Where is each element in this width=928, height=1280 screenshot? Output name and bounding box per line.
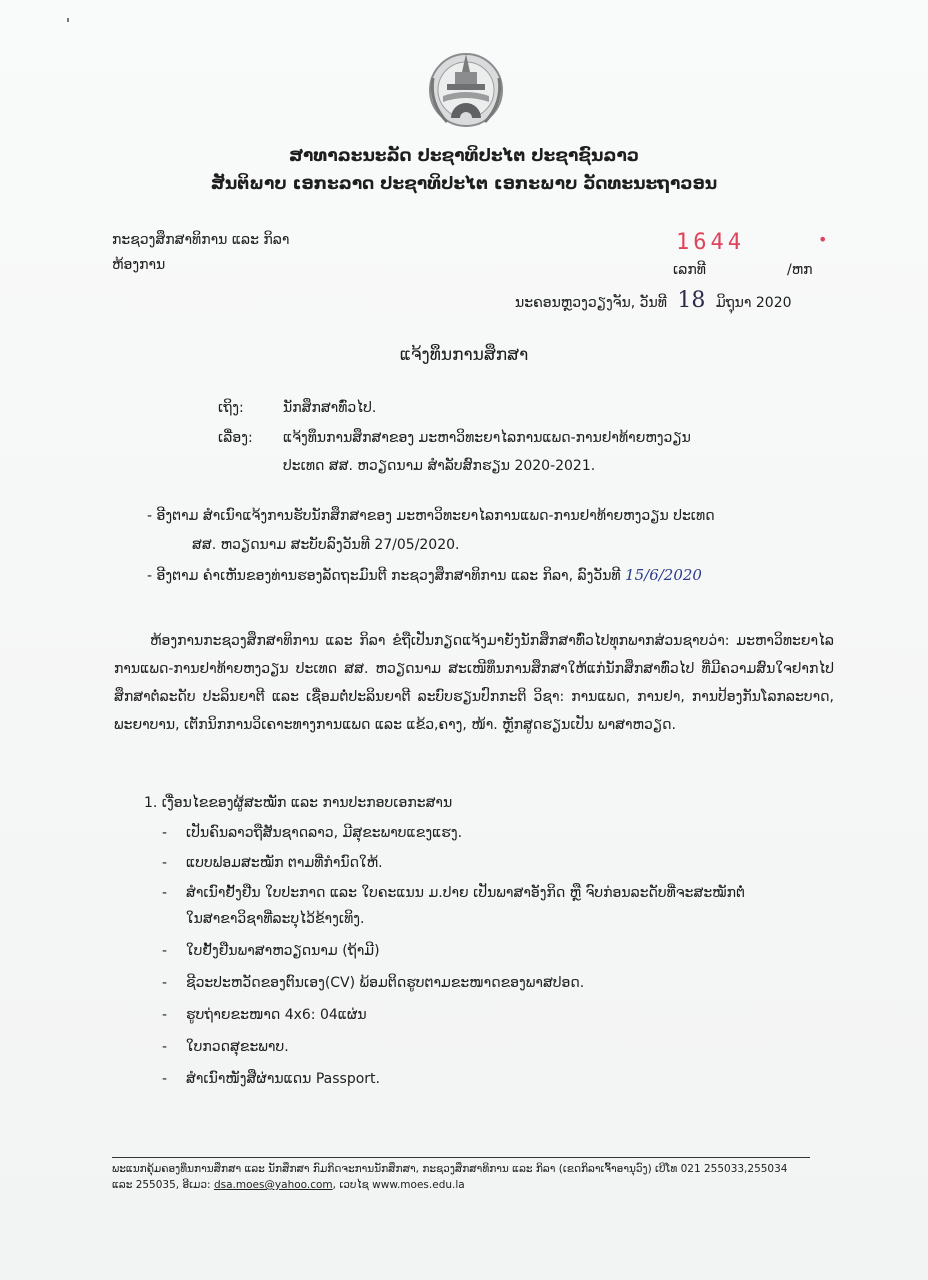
subject-line-1: ແຈ້ງທຶນການສຶກສາຂອງ ມະຫາວິທະຍາໄລການແພດ-ການຢາທ້າຍຫງວຽນ	[283, 430, 691, 446]
stamp-mark: •	[818, 230, 828, 249]
document-title: ແຈ້ງທຶນການສຶກສາ	[399, 345, 529, 365]
footer-divider	[112, 1157, 810, 1158]
requirement-text: ເປັນຄົນລາວຖືສັນຊາດລາວ, ມີສຸຂະພາບແຂງແຮງ.	[186, 825, 463, 841]
handwritten-day: 18	[677, 288, 706, 313]
section-1-heading: 1. ເງື່ອນໄຂຂອງຜູ້ສະໝັກ ແລະ ການປະກອບເອກະສານ	[144, 795, 453, 811]
reference-1-line-1: - ອີງຕາມ ສຳເນົາແຈ້ງການຮັບນັກສຶກສາຂອງ ມະຫາວິທະຍາໄລການແພດ-ການຢາທ້າຍຫງວຽນ ປະເທດ	[147, 508, 715, 524]
subject-label: ເລື່ອງ:	[218, 430, 253, 446]
requirement-item: - ຮູບຖ່າຍຂະໜາດ 4x6: 04ແຜ່ນ	[162, 1007, 367, 1023]
footer-contact-line-1: ພະແນກຄຸ້ມຄອງທຶນການສຶກສາ ແລະ ນັກສຶກສາ ກົມກິດຈະການນັກສຶກສາ, ກະຊວງສຶກສາທິການ ແລະ ກິລາ (ເຂດກິລາເຈົ້າອານຸວົງ) ເບີໂທ 021 255033,255034	[112, 1163, 788, 1175]
footer-line-2-prefix: ແລະ 255035, ອີເມວ:	[112, 1179, 211, 1191]
body-paragraph: ຫ້ອງການກະຊວງສຶກສາທິການ ແລະ ກິລາ ຂໍຖືເປັນກຽດແຈ້ງມາຍັງນັກສຶກສາທົ່ວໄປທຸກພາກສ່ວນຊາບວ່າ: ມະຫາວິທະຍາໄລການແພດ-ການຢາທ້າຍຫງວຽນ ປະເທດ ສສ. ຫວຽດນາມ ສະເໜີທຶນການສຶກສາໃຫ້ແກ່ນັກສຶກສາທົ່ວໄປ ທີ່ມີຄວາມສົນໃຈຢາກໄປສຶກສາຕໍ່ລະດັບ ປະລິນຍາຕີ ແລະ ເຊື່ອມຕໍ່ປະລິນຍາຕີ ລະບົບຮຽນປົກກະຕິ ວິຊາ: ການແພດ, ການຢາ, ການປ້ອງກັນໂລກລະບາດ, ພະຍາບານ, ເຕັກນິກການວິເຄາະທາງການແພດ ແລະ ແຂ້ວ,ຄາງ, ໜ້າ. ຫຼັກສູດຮຽນເປັນ ພາສາຫວຽດ.	[114, 633, 834, 733]
requirement-text: ແບບຟອມສະໝັກ ຕາມທີ່ກຳນົດໃຫ້.	[186, 855, 383, 871]
reference-2-text: - ອີງຕາມ ຄຳເຫັນຂອງທ່ານຮອງລັດຖະມົນຕີ ກະຊວງສຶກສາທິການ ແລະ ກິລາ, ລົງວັນທີ	[147, 568, 621, 584]
requirement-item: - ຊີວະປະຫວັດຂອງຕົນເອງ(CV) ພ້ອມຕິດຮູບຕາມຂະໜາດຂອງພາສປອດ.	[162, 975, 585, 991]
to-label: ເຖິງ:	[218, 400, 244, 416]
national-motto: ສັນຕິພາບ ເອກະລາດ ປະຊາທິປະໄຕ ເອກະພາບ ວັດທະນະຖາວອນ	[210, 174, 718, 194]
requirement-item: - ສຳເນົາຢັ້ງຢືນ ໃບປະກາດ ແລະ ໃບຄະແນນ ມ.ປາຍ ເປັນພາສາອັງກິດ ຫຼື ຈົບກ່ອນລະດັບທີ່ຈະສະໝັກຕໍ່	[162, 885, 745, 901]
country-name-heading: ສາທາລະນະລັດ ປະຊາທິປະໄຕ ປະຊາຊົນລາວ	[289, 146, 639, 166]
requirement-item: - ໃບຢັ້ງຢືນພາສາຫວຽດນາມ (ຖ້າມີ)	[162, 943, 380, 959]
website-link[interactable]: www.moes.edu.la	[372, 1179, 465, 1191]
requirement-text: ຊີວະປະຫວັດຂອງຕົນເອງ(CV) ພ້ອມຕິດຮູບຕາມຂະໜາດຂອງພາສປອດ.	[186, 975, 585, 991]
subject-line-2: ປະເທດ ສສ. ຫວຽດນາມ ສຳລັບສົກຮຽນ 2020-2021.	[283, 458, 596, 474]
email-link[interactable]: dsa.moes@yahoo.com	[213, 1179, 333, 1191]
reference-1-line-2: ສສ. ຫວຽດນາມ ສະບັບລົງວັນທີ 27/05/2020.	[192, 537, 460, 553]
issuing-ministry: ກະຊວງສຶກສາທິການ ແລະ ກິລາ	[112, 232, 290, 248]
scan-artifact	[67, 18, 69, 22]
requirement-text: ໃບຢັ້ງຢືນພາສາຫວຽດນາມ (ຖ້າມີ)	[186, 943, 380, 959]
requirement-item: - ເປັນຄົນລາວຖືສັນຊາດລາວ, ມີສຸຂະພາບແຂງແຮງ.	[162, 825, 463, 841]
requirement-text: ຮູບຖ່າຍຂະໜາດ 4x6: 04ແຜ່ນ	[186, 1007, 367, 1023]
national-emblem-icon	[425, 48, 507, 130]
reference-number-suffix: /ຫກ	[787, 262, 813, 278]
month-year: ມິຖຸນາ 2020	[715, 295, 792, 311]
stamped-reference-number: 1644	[676, 230, 745, 255]
footer-contact-line-2	[112, 1179, 465, 1191]
requirement-text: ສຳເນົາໜັງສືຜ່ານແດນ Passport.	[186, 1071, 380, 1087]
requirement-text: ສຳເນົາຢັ້ງຢືນ ໃບປະກາດ ແລະ ໃບຄະແນນ ມ.ປາຍ ເປັນພາສາອັງກິດ ຫຼື ຈົບກ່ອນລະດັບທີ່ຈະສະໝັກຕໍ່	[186, 885, 745, 901]
reference-number-label: ເລກທີ	[673, 262, 706, 278]
requirement-item: - ສຳເນົາໜັງສືຜ່ານແດນ Passport.	[162, 1071, 380, 1087]
issuing-office: ຫ້ອງການ	[112, 257, 166, 273]
requirement-item: - ແບບຟອມສະໝັກ ຕາມທີ່ກຳນົດໃຫ້.	[162, 855, 383, 871]
reference-2	[147, 566, 702, 584]
to-recipient: ນັກສຶກສາທົ່ວໄປ.	[283, 400, 377, 416]
footer-website-label: , ເວບໄຊ	[332, 1179, 369, 1191]
handwritten-date: 15/6/2020	[625, 566, 702, 584]
place-date-prefix: ນະຄອນຫຼວງວຽງຈັນ, ວັນທີ	[515, 295, 667, 311]
requirement-item-continuation: ໃນສາຂາວິຊາທີ່ລະບຸໄວ້ຂ້າງເທິງ.	[186, 911, 365, 927]
requirement-item: - ໃບກວດສຸຂະພາບ.	[162, 1039, 289, 1055]
requirement-text: ໃບກວດສຸຂະພາບ.	[186, 1039, 289, 1055]
place-and-date	[515, 288, 792, 313]
